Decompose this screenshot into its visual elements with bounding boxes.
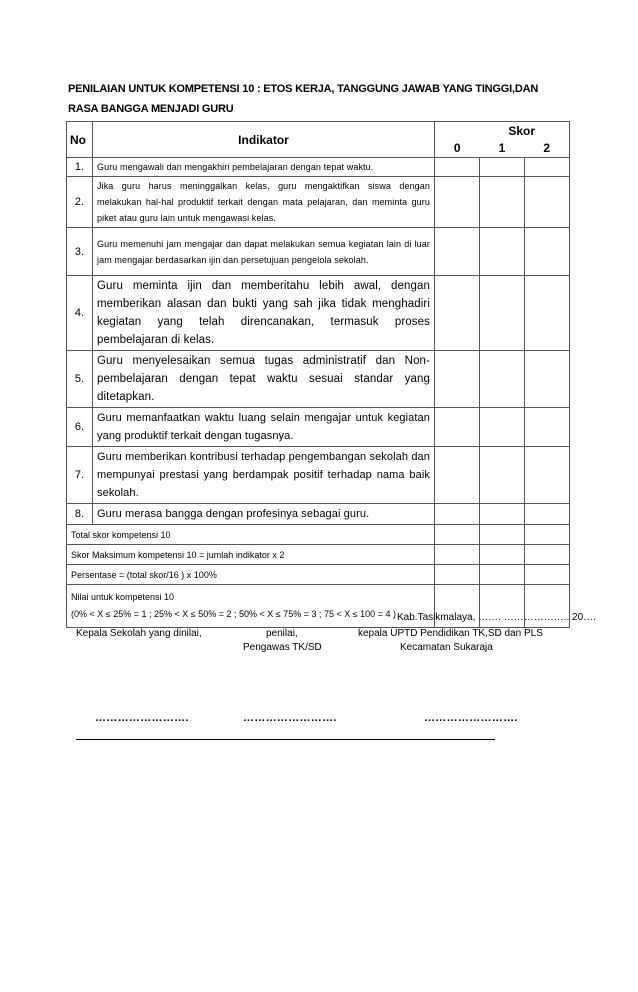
title-line-1: PENILAIAN UNTUK KOMPETENSI 10 : ETOS KERJA, TANGGUNG JAWAB YANG TINGGI,DAN (68, 83, 539, 95)
document-title (68, 79, 568, 119)
score-cell-1[interactable] (480, 177, 525, 228)
row-number: 7. (67, 447, 93, 504)
signer-kepala-uptd: kepala UPTD Pendidikan TK,SD dan PLS (358, 628, 543, 639)
header-skor: Skor (435, 122, 570, 140)
table-row (67, 158, 570, 177)
title-line-2: RASA BANGGA MENJADI GURU (68, 103, 234, 115)
signature-line-pengawas: ……………………. (243, 712, 337, 724)
score-cell-1[interactable] (480, 408, 525, 447)
header-row (67, 122, 570, 140)
score-cell-2[interactable] (525, 408, 570, 447)
signer-pengawas: Pengawas TK/SD (243, 642, 322, 653)
table-row (67, 447, 570, 504)
score-cell-1[interactable] (480, 447, 525, 504)
max-score-cell-1[interactable] (480, 545, 525, 565)
row-number: 6. (67, 408, 93, 447)
row-number: 1. (67, 158, 93, 177)
score-cell-0[interactable] (435, 228, 480, 276)
row-number: 2. (67, 177, 93, 228)
score-cell-0[interactable] (435, 504, 480, 525)
table-row (67, 177, 570, 228)
indicator-text: Guru memberikan kontribusi terhadap pengembangan sekolah dan mempunyai prestasi yang berdampak positif terhadap nama baik sekolah. (93, 447, 435, 504)
indicator-text: Guru mengawali dan mengakhiri pembelajaran dengan tepat waktu. (93, 158, 435, 177)
total-score-label: Total skor kompetensi 10 (67, 525, 435, 545)
score-cell-0[interactable] (435, 351, 480, 408)
header-score-1: 1 (480, 140, 525, 158)
place-date: Kab.Tasikmalaya, ……. ……………….. 20…. (397, 612, 596, 623)
grade-range: (0% < X ≤ 25% = 1 ; 25% < X ≤ 50% = 2 ; 50% < X ≤ 75% = 3 ; 75 < X ≤ 100 = 4 ) (71, 609, 396, 619)
horizontal-divider (76, 739, 495, 740)
score-cell-1[interactable] (480, 158, 525, 177)
score-cell-2[interactable] (525, 351, 570, 408)
score-cell-0[interactable] (435, 408, 480, 447)
header-score-0: 0 (435, 140, 480, 158)
grade-title: Nilai untuk kompetensi 10 (71, 592, 175, 602)
assessment-table (66, 121, 570, 628)
indicator-text: Guru memanfaatkan waktu luang selain mengajar untuk kegiatan yang produktif terkait dengan tugasnya. (93, 408, 435, 447)
total-row (67, 525, 570, 545)
table-row (67, 408, 570, 447)
max-score-label: Skor Maksimum kompetensi 10 = jumlah indikator x 2 (67, 545, 435, 565)
signer-kepala-sekolah: Kepala Sekolah yang dinilai, (76, 628, 202, 639)
max-score-row (67, 545, 570, 565)
score-cell-0[interactable] (435, 276, 480, 351)
header-no: No (67, 122, 93, 158)
score-cell-2[interactable] (525, 158, 570, 177)
row-number: 4. (67, 276, 93, 351)
indicator-text: Jika guru harus meninggalkan kelas, guru mengaktifkan siswa dengan melakukan hal-hal produktif terkait dengan mata pelajaran, dan meminta guru piket atau guru lain untuk mengawasi kelas. (93, 177, 435, 228)
indicator-text: Guru menyelesaikan semua tugas administratif dan Non-pembelajaran dengan tepat waktu sesuai standar yang ditetapkan. (93, 351, 435, 408)
indicator-text: Guru meminta ijin dan memberitahu lebih awal, dengan memberikan alasan dan bukti yang sah jika tidak menghadiri kegiatan yang telah direncanakan, termasuk proses pembelajaran di kelas. (93, 276, 435, 351)
indicator-text: Guru memenuhi jam mengajar dan dapat melakukan semua kegiatan lain di luar jam mengajar berdasarkan ijin dan persetujuan pengelola sekolah. (93, 228, 435, 276)
score-cell-1[interactable] (480, 276, 525, 351)
score-cell-1[interactable] (480, 504, 525, 525)
score-cell-0[interactable] (435, 177, 480, 228)
indicator-text: Guru merasa bangga dengan profesinya sebagai guru. (93, 504, 435, 525)
signer-kecamatan: Kecamatan Sukaraja (400, 642, 493, 653)
header-score-2: 2 (525, 140, 570, 158)
total-score-cell-1[interactable] (480, 525, 525, 545)
signature-line-kepala-sekolah: ……………………. (95, 712, 189, 724)
table-row (67, 276, 570, 351)
score-cell-1[interactable] (480, 228, 525, 276)
header-indikator: Indikator (93, 122, 435, 158)
score-cell-0[interactable] (435, 447, 480, 504)
score-cell-2[interactable] (525, 228, 570, 276)
score-cell-1[interactable] (480, 351, 525, 408)
row-number: 8. (67, 504, 93, 525)
table-row (67, 351, 570, 408)
total-score-cell-2[interactable] (525, 525, 570, 545)
row-number: 3. (67, 228, 93, 276)
score-cell-2[interactable] (525, 447, 570, 504)
score-cell-2[interactable] (525, 504, 570, 525)
row-number: 5. (67, 351, 93, 408)
score-cell-2[interactable] (525, 177, 570, 228)
table-row (67, 504, 570, 525)
table-row (67, 228, 570, 276)
grade-label (67, 585, 435, 628)
signer-penilai: penilai, (266, 628, 298, 639)
max-score-cell-0[interactable] (435, 545, 480, 565)
total-score-cell-0[interactable] (435, 525, 480, 545)
percentage-row (67, 565, 570, 585)
percentage-cell-0[interactable] (435, 565, 480, 585)
score-cell-0[interactable] (435, 158, 480, 177)
max-score-cell-2[interactable] (525, 545, 570, 565)
percentage-cell-1[interactable] (480, 565, 525, 585)
signature-line-kepala-uptd: ……………………. (424, 712, 518, 724)
score-cell-2[interactable] (525, 276, 570, 351)
percentage-label: Persentase = (total skor/16 ) x 100% (67, 565, 435, 585)
percentage-cell-2[interactable] (525, 565, 570, 585)
